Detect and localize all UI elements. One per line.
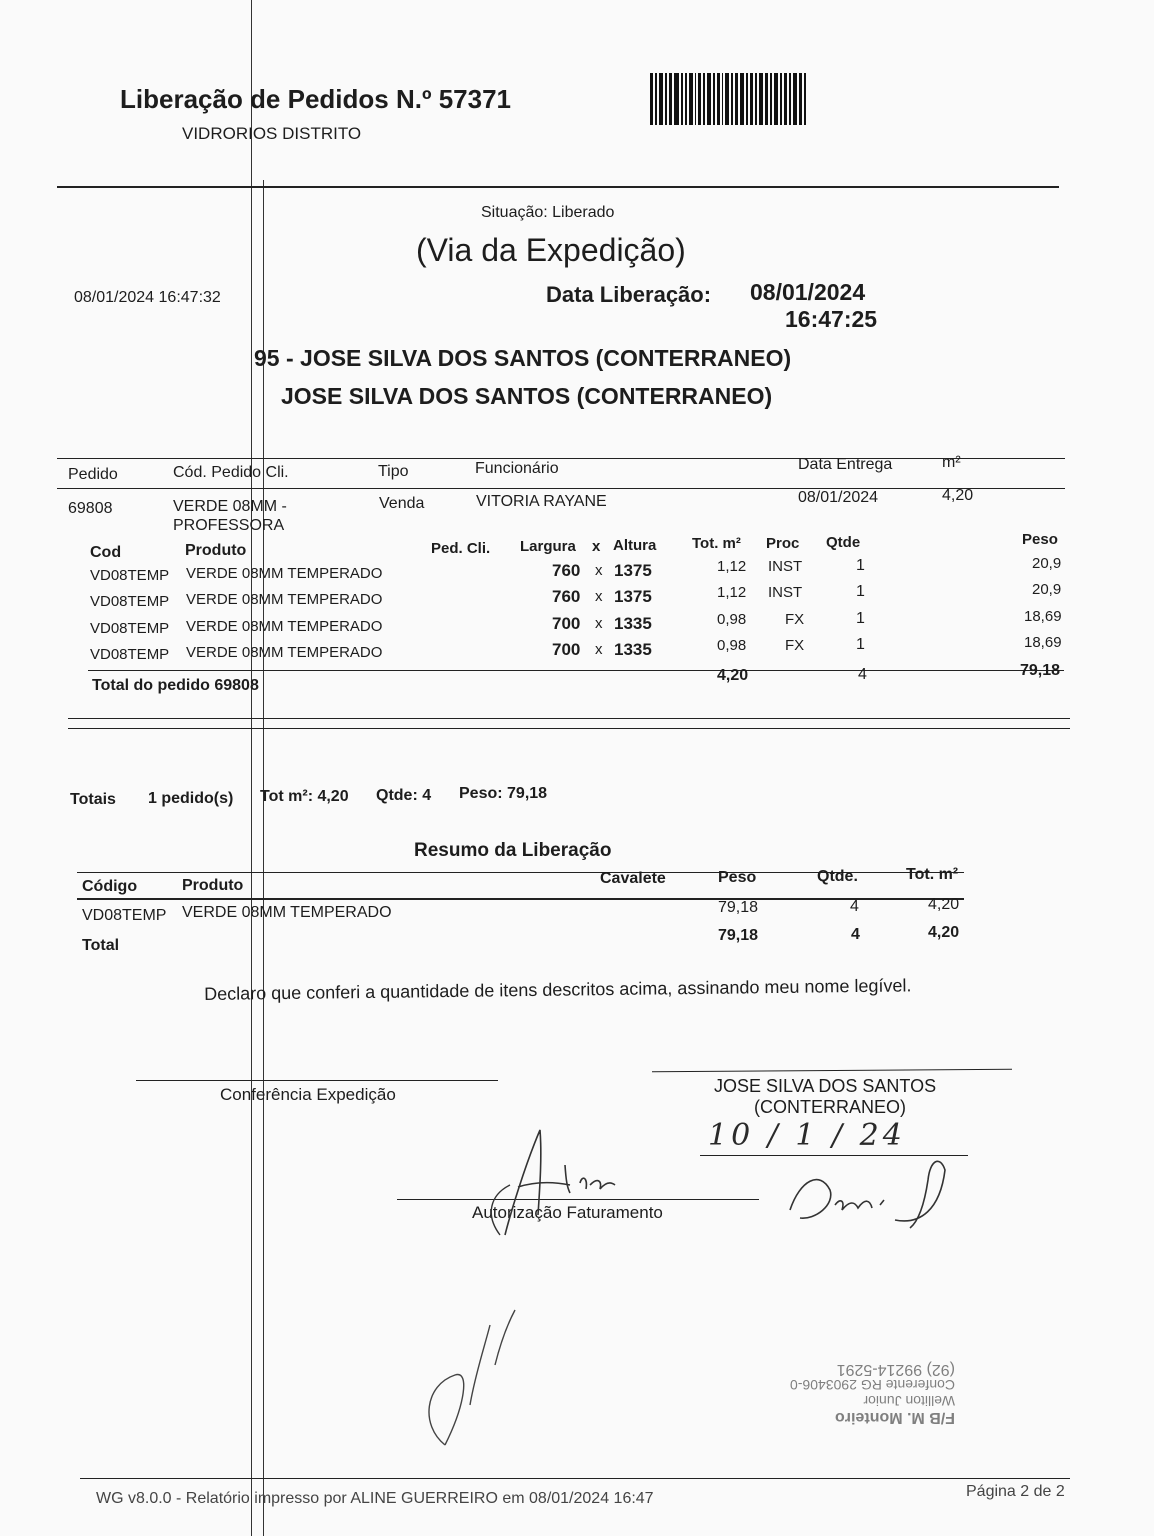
barcode — [650, 73, 828, 125]
scan-artifact-line — [251, 0, 252, 1536]
stamp-line-3: Conferente RG 2903406-0 — [790, 1377, 955, 1393]
order-cod-line-1: VERDE 08MM - — [173, 498, 287, 515]
item-proc: FX — [785, 611, 805, 628]
col-pedido: Pedido — [68, 466, 118, 483]
conferente-stamp — [755, 1325, 955, 1425]
item-peso: 18,69 — [1024, 634, 1062, 651]
item-cod: VD08TEMP — [90, 646, 170, 663]
order-total-qtde: 4 — [858, 666, 867, 683]
footer-page: Página 2 de 2 — [966, 1483, 1065, 1500]
divider — [57, 186, 1059, 188]
item-peso: 20,9 — [1032, 555, 1062, 572]
item-proc: INST — [768, 584, 803, 601]
item-proc: INST — [768, 558, 803, 575]
copy-label: (Via da Expedição) — [416, 232, 686, 268]
scan-artifact-line — [263, 180, 264, 1536]
item-altura: 1335 — [614, 640, 652, 659]
summary-qtde: 4 — [850, 898, 859, 915]
item-proc: FX — [785, 637, 805, 654]
col-cod-pedido-cli: Cód. Pedido Cli. — [173, 464, 289, 481]
item-tot-m2: 1,12 — [717, 558, 747, 575]
client-signature-name-2: (CONTERRANEO) — [754, 1097, 906, 1117]
item-tot-m2: 1,12 — [717, 584, 747, 601]
divider — [68, 718, 1070, 719]
items-col-tot-m2: Tot. m² — [692, 535, 741, 552]
summary-codigo: VD08TEMP — [82, 907, 167, 924]
release-date: 08/01/2024 — [750, 279, 866, 305]
order-pedido: 69808 — [68, 500, 113, 517]
item-produto: VERDE 08MM TEMPERADO — [186, 565, 383, 582]
summary-tot-m2: 4,20 — [928, 896, 960, 913]
stamp-line-2: Welliton Junior — [863, 1393, 955, 1409]
summary-col-cavalete: Cavalete — [600, 870, 666, 887]
signature-client — [780, 1150, 970, 1240]
client-signature-name-1: JOSE SILVA DOS SANTOS — [714, 1076, 937, 1096]
footer-report: WG v8.0.0 - Relatório impresso por ALINE GUERREIRO em 08/01/2024 16:47 — [96, 1490, 654, 1507]
divider — [88, 670, 1064, 671]
item-cod: VD08TEMP — [90, 593, 170, 610]
item-x: x — [595, 588, 603, 605]
scribble-initials — [415, 1305, 545, 1455]
totals-m2: Tot m²: 4,20 — [260, 788, 349, 805]
summary-produto: VERDE 08MM TEMPERADO — [182, 904, 392, 921]
item-peso: 18,69 — [1024, 608, 1062, 625]
summary-col-qtde: Qtde. — [817, 868, 858, 885]
order-total-label: Total do pedido 69808 — [92, 677, 259, 694]
company-name: VIDRORIOS DISTRITO — [182, 124, 362, 143]
signature-aline — [470, 1125, 640, 1245]
totals-qtde: Qtde: 4 — [376, 787, 432, 804]
summary-col-tot-m2: Tot. m² — [906, 866, 959, 883]
item-qtde: 1 — [856, 636, 865, 653]
totals-pedidos: 1 pedido(s) — [148, 790, 234, 807]
divider — [57, 488, 1065, 489]
item-produto: VERDE 08MM TEMPERADO — [186, 591, 383, 608]
divider — [68, 728, 1070, 729]
print-datetime: 08/01/2024 16:47:32 — [74, 289, 221, 306]
summary-col-codigo: Código — [82, 878, 138, 895]
totals-label: Totais — [70, 791, 116, 808]
handwritten-date: 10 / 1 / 24 — [708, 1118, 906, 1153]
autorizacao-label: Autorização Faturamento — [472, 1203, 663, 1222]
item-cod: VD08TEMP — [90, 620, 170, 637]
order-tipo: Venda — [379, 495, 425, 512]
summary-total-tot-m2: 4,20 — [928, 924, 960, 941]
item-largura: 700 — [552, 640, 581, 659]
summary-total-peso: 79,18 — [718, 927, 759, 944]
client-line-1: 95 - JOSE SILVA DOS SANTOS (CONTERRANEO) — [254, 345, 792, 371]
item-largura: 700 — [552, 614, 581, 633]
items-col-produto: Produto — [185, 542, 247, 559]
totals-peso: Peso: 79,18 — [459, 785, 548, 802]
divider — [77, 898, 964, 900]
col-funcionario: Funcionário — [475, 460, 559, 477]
order-cod-line-2: PROFESSORA — [173, 517, 285, 534]
divider — [57, 458, 1065, 459]
signature-line — [652, 1069, 1012, 1073]
items-col-qtde: Qtde — [826, 534, 861, 551]
summary-title: Resumo da Liberação — [414, 840, 612, 861]
item-tot-m2: 0,98 — [717, 637, 747, 654]
col-m2: m² — [942, 454, 961, 471]
col-tipo: Tipo — [378, 463, 409, 480]
item-altura: 1375 — [614, 587, 652, 606]
items-col-peso: Peso — [1022, 531, 1058, 548]
items-col-altura: Altura — [613, 537, 657, 554]
divider — [80, 1478, 1070, 1479]
order-funcionario: VITORIA RAYANE — [476, 493, 607, 510]
release-time: 16:47:25 — [785, 306, 878, 332]
item-produto: VERDE 08MM TEMPERADO — [186, 644, 383, 661]
item-qtde: 1 — [856, 557, 865, 574]
summary-total-label: Total — [82, 937, 120, 954]
item-largura: 760 — [552, 587, 581, 606]
order-m2: 4,20 — [942, 487, 974, 504]
document-title: Liberação de Pedidos N.º 57371 — [120, 84, 511, 114]
order-total-peso: 79,18 — [1020, 662, 1061, 679]
item-altura: 1335 — [614, 614, 652, 633]
items-col-ped-cli: Ped. Cli. — [431, 540, 491, 557]
item-peso: 20,9 — [1032, 581, 1062, 598]
item-qtde: 1 — [856, 610, 865, 627]
declaration-text: Declaro que conferi a quantidade de itens descritos acima, assinando meu nome legível. — [204, 975, 912, 1004]
item-altura: 1375 — [614, 561, 652, 580]
item-cod: VD08TEMP — [90, 567, 170, 584]
summary-peso: 79,18 — [718, 899, 759, 916]
item-x: x — [595, 615, 603, 632]
items-col-largura: Largura — [520, 538, 576, 555]
col-data-entrega: Data Entrega — [798, 456, 893, 473]
item-x: x — [595, 641, 603, 658]
signature-line — [136, 1080, 498, 1081]
item-qtde: 1 — [856, 583, 865, 600]
item-largura: 760 — [552, 561, 581, 580]
client-line-2: JOSE SILVA DOS SANTOS (CONTERRANEO) — [281, 383, 773, 409]
items-col-x: x — [592, 538, 601, 555]
summary-col-peso: Peso — [718, 869, 757, 886]
conferencia-label: Conferência Expedição — [220, 1085, 396, 1104]
items-col-cod: Cod — [90, 544, 122, 561]
summary-col-produto: Produto — [182, 877, 244, 894]
items-col-proc: Proc — [766, 535, 800, 552]
release-label: Data Liberação: — [546, 282, 712, 307]
summary-total-qtde: 4 — [851, 926, 860, 943]
order-total-m2: 4,20 — [717, 667, 749, 684]
status-text: Situação: Liberado — [481, 204, 615, 221]
order-data-entrega: 08/01/2024 — [798, 489, 879, 506]
item-produto: VERDE 08MM TEMPERADO — [186, 618, 383, 635]
stamp-line-1: F/B M. Monteiro — [835, 1409, 955, 1426]
stamp-line-4: (92) 99214-5291 — [836, 1361, 955, 1378]
item-x: x — [595, 562, 603, 579]
item-tot-m2: 0,98 — [717, 611, 747, 628]
